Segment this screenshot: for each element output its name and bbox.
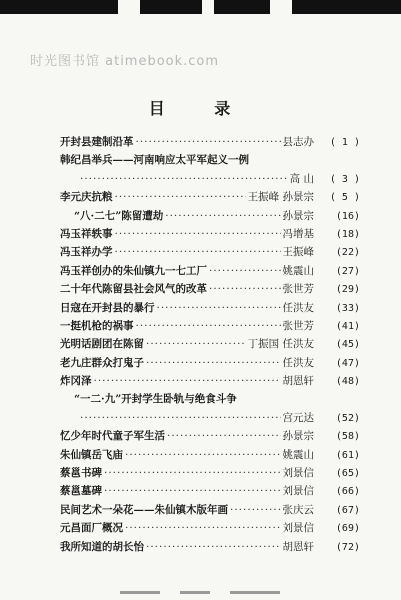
toc-entry [60,300,360,318]
toc-entry-author: 刘景信 [282,467,314,480]
top-scan-bars [0,0,401,18]
toc-entry-page: (41) [335,320,360,332]
toc-entry-page: (67) [335,504,360,516]
toc-entry-title: 开封县建制沿革 [60,136,134,148]
leader-dots [209,265,281,277]
toc-entry-page: (52) [335,412,360,424]
toc-entry [60,373,360,391]
toc-entry-title: 蔡邕墓碑 [60,485,102,498]
toc-entry-title: 光明话剧团在陈留 [60,338,144,351]
leader-dots [115,246,281,258]
toc-entry [60,318,360,336]
toc-entry-author: 冯增基 [282,227,314,240]
toc-entry-title: 冯玉祥创办的朱仙镇九一七工厂 [60,264,207,277]
toc-entry-author: 姚震山 [282,264,314,277]
toc-entry-title: 李元庆抗粮 [60,191,113,204]
toc-entry-author: 丁振国 任洪友 [247,338,314,351]
toc-entry-page: ( 3 ) [329,173,360,185]
toc-entry [60,428,360,446]
toc-entry-page: (27) [335,265,360,277]
toc-entry-author: 王振峰 孙景宗 [247,191,314,204]
leader-dots [167,430,281,442]
toc-entry-page: (72) [335,541,360,553]
leader-dots [94,375,281,387]
toc-entry [60,539,360,557]
toc-entry-author: 胡恩轩 [282,375,314,388]
leader-dots [115,191,246,203]
toc-entry [60,336,360,354]
toc-entry-title: 忆少年时代童子军生活 [60,430,165,443]
toc-entry-author: 张庆云 [282,503,314,516]
toc-entry-author: 刘景信 [282,485,314,498]
leader-dots [146,357,281,369]
toc-entry [60,134,360,152]
leader-dots [80,173,288,185]
table-of-contents [60,134,360,557]
toc-entry [60,152,360,170]
toc-entry-page: (58) [335,431,360,443]
toc-entry-title: 一挺机枪的祸事 [60,319,134,332]
toc-entry [60,189,360,207]
toc-entry-title: 朱仙镇岳飞庙 [60,448,123,461]
toc-entry-title: 冯玉祥办学 [60,246,113,259]
toc-entry-page: ( 1 ) [329,137,360,148]
toc-entry-title: 老九庄群众打鬼子 [60,356,144,369]
toc-entry-page: (65) [335,468,360,480]
toc-entry-title: 蔡邕书碑 [60,467,102,480]
toc-entry [60,355,360,373]
toc-entry [60,281,360,299]
toc-entry-author: 孙景宗 [282,209,314,222]
leader-dots [165,210,280,222]
leader-dots [104,485,281,497]
toc-entry-author: 宫元达 [282,411,314,424]
leader-dots [104,467,281,479]
leader-dots [209,283,281,295]
toc-entry-page: (22) [335,247,360,259]
toc-entry-title: “八·二七”陈留遭劫 [74,209,164,222]
toc-entry-page: (29) [335,284,360,296]
toc-entry-author: 任洪友 [282,301,314,314]
leader-dots [125,522,281,534]
toc-entry-page: (16) [335,210,360,222]
toc-entry-title: 韩纪昌举兵——河南响应太平军起义一例 [60,154,249,167]
toc-entry [60,520,360,538]
watermark: 时光图书馆 atimebook.com [30,54,220,69]
toc-entry [60,208,360,226]
toc-entry [60,171,360,189]
toc-entry-title: 日寇在开封县的暴行 [60,301,155,314]
toc-entry [60,410,360,428]
leader-dots [115,228,281,240]
toc-entry [60,483,360,501]
toc-entry-title: 冯玉祥轶事 [60,227,113,240]
toc-entry-author: 任洪友 [282,356,314,369]
toc-entry-author: 高 山 [289,172,314,185]
toc-entry-title: 二十年代陈留县社会风气的改革 [60,283,207,296]
toc-entry [60,391,360,409]
leader-dots [125,449,281,461]
toc-entry-title: “一二·九”开封学生卧轨与绝食斗争 [74,393,237,406]
toc-entry-page: (45) [335,339,360,351]
toc-entry-author: 县志办 [282,136,314,148]
toc-entry-page: (48) [335,376,360,388]
bottom-scan-marks [60,584,360,594]
toc-entry-page: (47) [335,357,360,369]
toc-entry-title: 元昌面厂概况 [60,522,123,535]
toc-entry-page: (33) [335,302,360,314]
toc-entry [60,447,360,465]
toc-entry [60,244,360,262]
toc-entry-author: 孙景宗 [282,430,314,443]
toc-entry [60,465,360,483]
toc-entry-author: 王振峰 [282,246,314,259]
page-title: 目 录 [148,99,253,118]
toc-entry-author: 刘景信 [282,522,314,535]
toc-entry-author: 胡恩轩 [282,540,314,553]
leader-dots [146,338,246,350]
leader-dots [136,320,281,332]
toc-entry-title: 民间艺术一朵花——朱仙镇木版年画 [60,503,228,516]
toc-entry-page: (18) [335,228,360,240]
toc-entry-title: 炸冈泽 [60,375,92,388]
toc-entry-author: 张世芳 [282,319,314,332]
toc-entry-page: (69) [335,523,360,535]
leader-dots [146,541,281,553]
leader-dots [80,412,281,424]
toc-entry-page: ( 5 ) [329,192,360,204]
leader-dots [157,302,281,314]
toc-entry-page: (66) [335,486,360,498]
toc-entry [60,263,360,281]
toc-entry-page: (61) [335,449,360,461]
toc-entry-title: 我所知道的胡长怡 [60,540,144,553]
toc-entry-author: 张世芳 [282,283,314,296]
toc-entry [60,226,360,244]
toc-entry-author: 姚震山 [282,448,314,461]
leader-dots [136,136,281,148]
toc-entry [60,502,360,520]
leader-dots [230,504,281,516]
